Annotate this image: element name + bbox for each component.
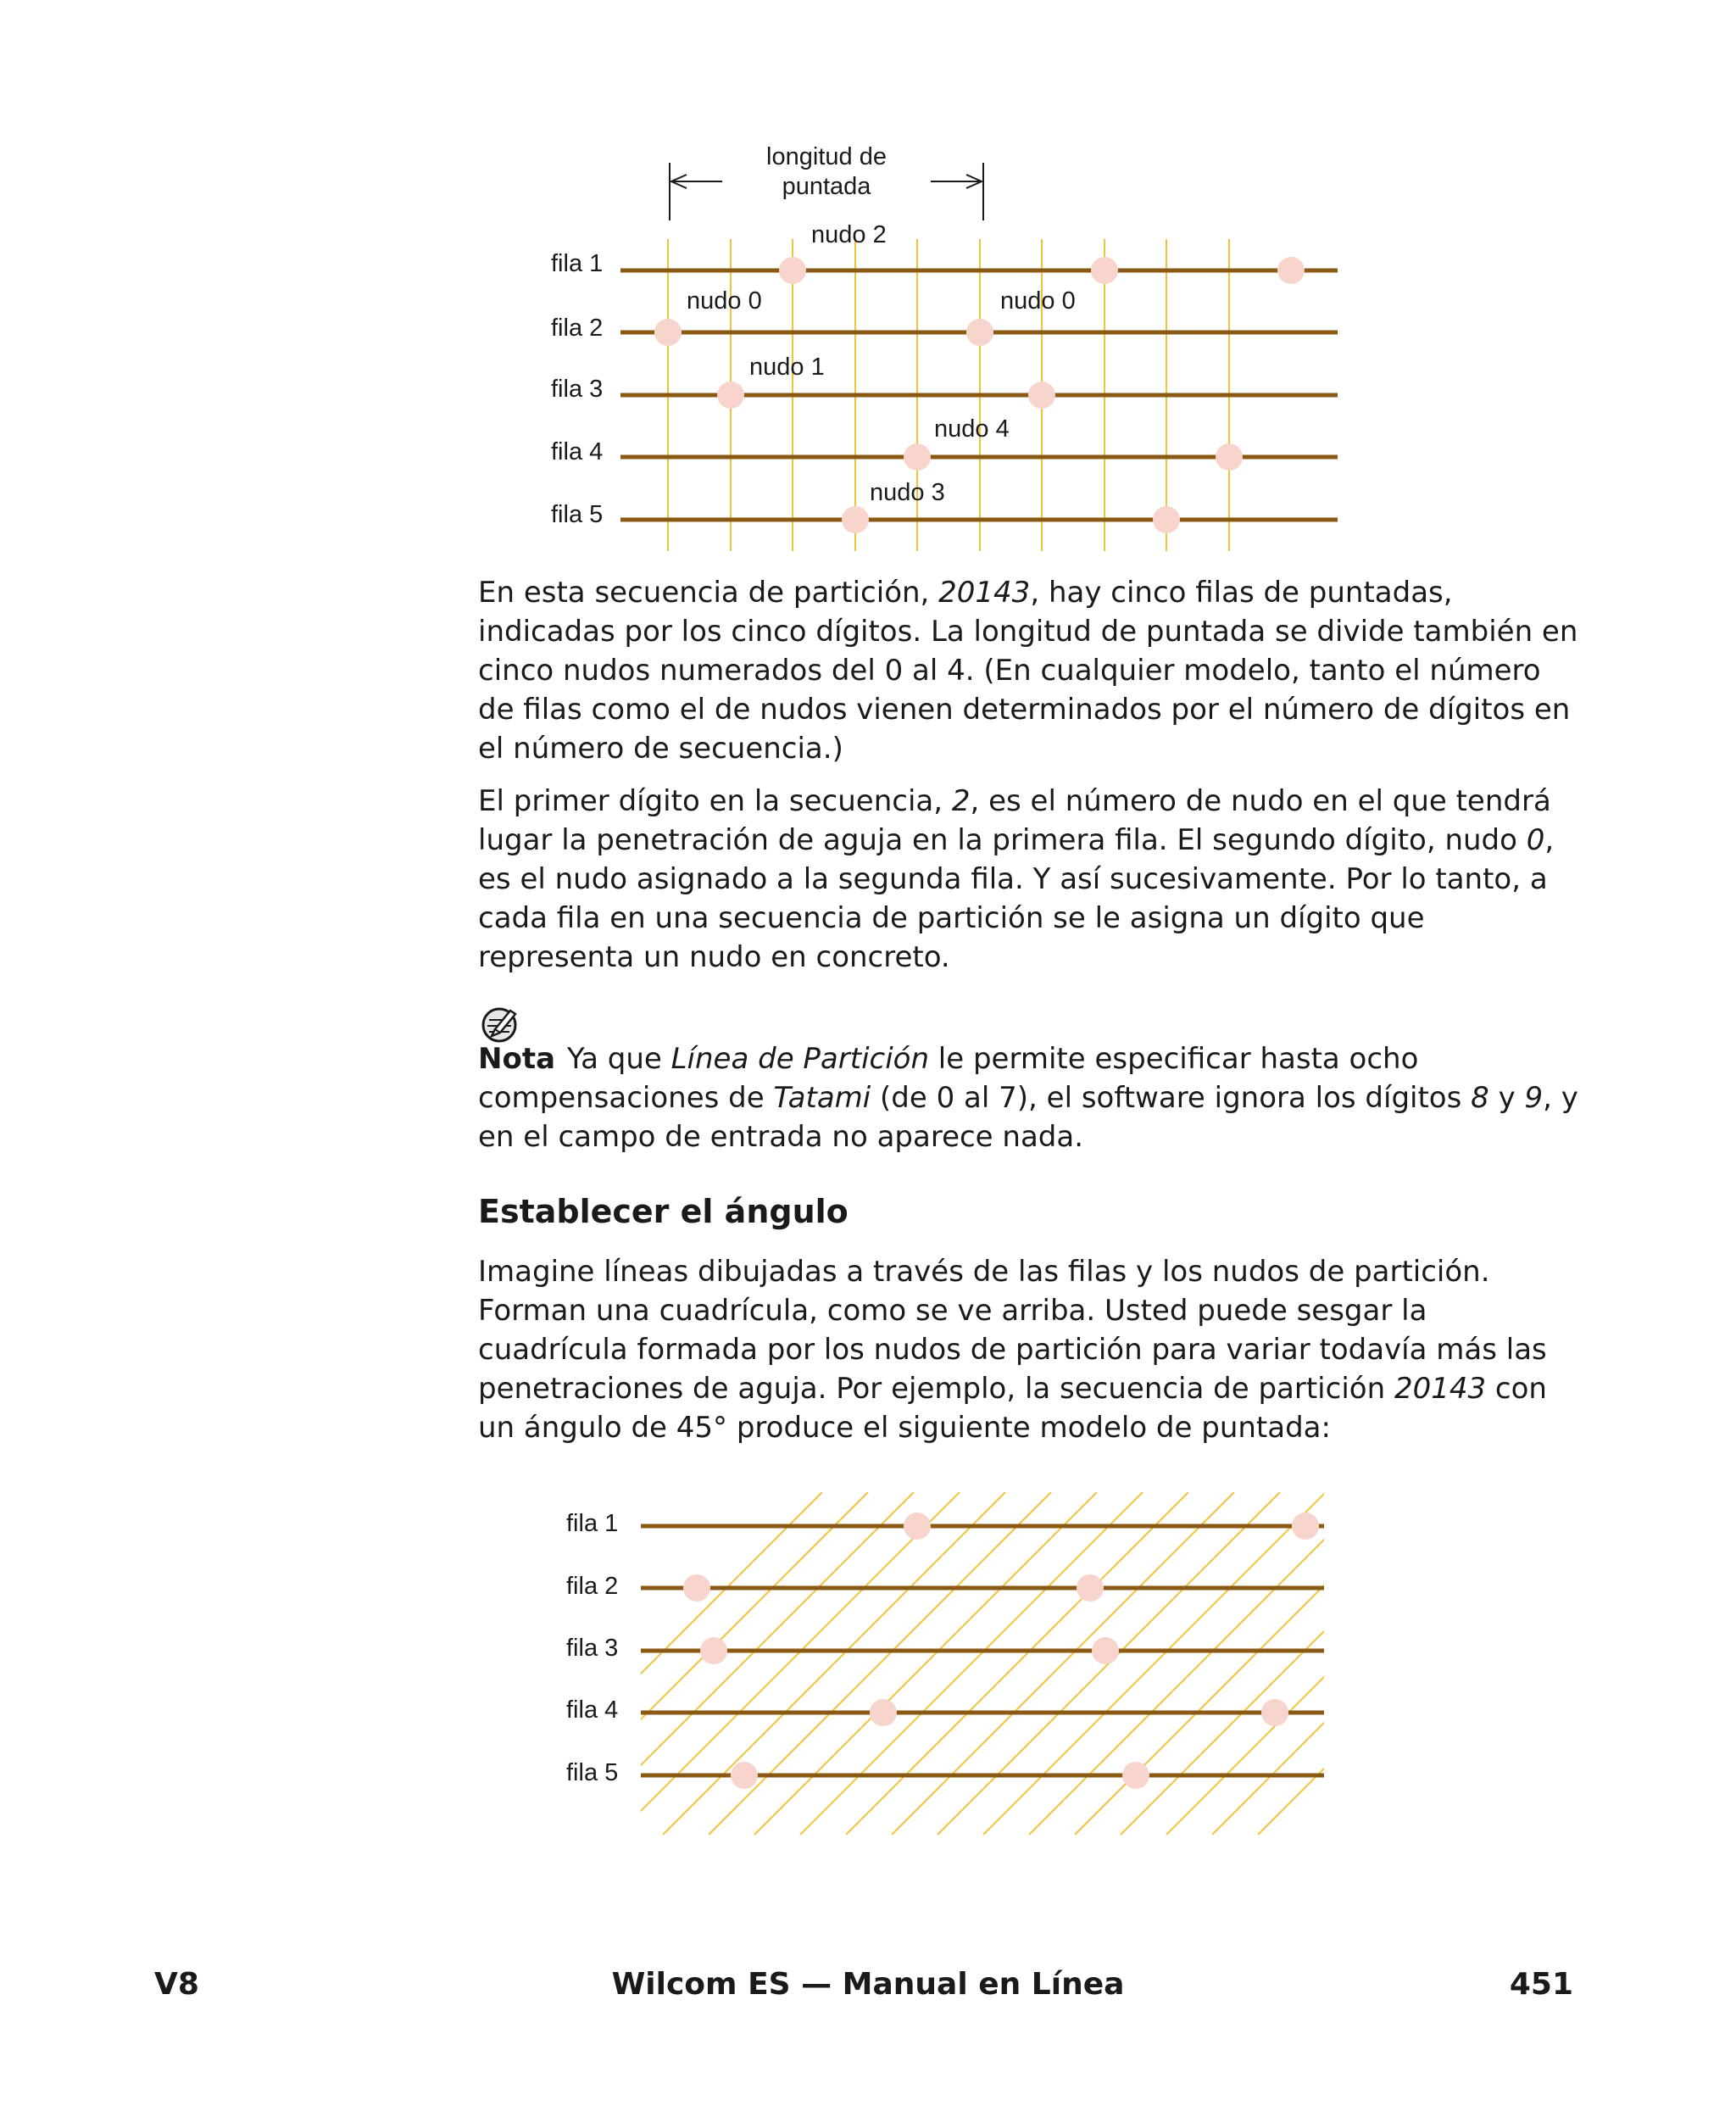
text-run: (de 0 al 7), el software ignora los dígitos [871, 1081, 1472, 1115]
text-run: Imagine líneas dibujadas a través de las filas y los nudos de partición. Forman una cuadrícula, como se ve arriba. Usted puede sesgar la cuadrícula formada por los nudos de partición para variar todavía más las penetraciones de aguja. Por ejemplo, la secuencia de partición [478, 1255, 1547, 1406]
footer-title: Wilcom ES — Manual en Línea [611, 1967, 1125, 2002]
italic-term: 9 [1524, 1081, 1544, 1115]
node-point [1153, 506, 1180, 533]
node-point [1261, 1699, 1288, 1726]
text-run: con un ángulo de 45° produce el siguiente modelo de puntada: [478, 1372, 1547, 1445]
digit: 0 [1526, 823, 1545, 857]
footer-version: V8 [154, 1967, 199, 2002]
italic-term: Línea de Partición [670, 1042, 929, 1076]
diagonal-line [1075, 1492, 1339, 1835]
skewed-grid-diagram [542, 1475, 1339, 1848]
row-label-3: fila 3 [551, 376, 604, 403]
italic-term: 8 [1471, 1081, 1489, 1115]
digit: 2 [951, 784, 971, 818]
row-label-5: fila 5 [566, 1759, 619, 1786]
node-label-nudo4: nudo 4 [934, 415, 1010, 443]
node-label-nudo0-right: nudo 0 [1000, 287, 1076, 315]
diagonal-line [1166, 1492, 1339, 1835]
diagonal-line [709, 1492, 1051, 1835]
text-run: , y en el campo de entrada no aparece nada. [478, 1081, 1578, 1154]
text-run: le permite especificar hasta ocho compensaciones de [478, 1042, 1419, 1115]
row-lines [641, 1526, 1324, 1775]
row-label-2: fila 2 [551, 315, 604, 342]
stitch-length-label-line2: puntada [782, 173, 871, 200]
diagonal-line [754, 1492, 1097, 1835]
text-run: , hay cinco filas de puntadas, indicadas por los cinco dígitos. La longitud de puntada se divide también en cinco nudos numerados del 0 al 4. (En cualquier modelo, tanto el número de filas como el de nudos vienen determinados por el número de dígitos en el número de secuencia.) [478, 576, 1578, 766]
page-footer [0, 1967, 1736, 2009]
partition-grid-diagram [526, 136, 1356, 560]
row-label-3: fila 3 [566, 1635, 619, 1662]
row-label-1: fila 1 [566, 1510, 619, 1537]
sequence-number: 20143 [1394, 1372, 1487, 1406]
diagonal-line [800, 1492, 1143, 1835]
node-point [1077, 1574, 1104, 1602]
diagonal-lines [542, 1492, 1339, 1835]
text-run: En esta secuencia de partición, [478, 576, 939, 610]
node-point [1028, 382, 1055, 409]
node-point [870, 1699, 897, 1726]
node-point [842, 506, 869, 533]
node-point [1092, 1637, 1119, 1664]
node-point [966, 319, 993, 346]
diagonal-line [892, 1492, 1234, 1835]
node-point [1216, 443, 1243, 471]
node-label-nudo0-left: nudo 0 [687, 287, 762, 315]
row-label-5: fila 5 [551, 501, 604, 528]
diagonal-line [983, 1492, 1326, 1835]
row-label-1: fila 1 [551, 250, 604, 277]
node-label-nudo3: nudo 3 [870, 479, 945, 506]
node-point [683, 1574, 710, 1602]
paragraph-3 [478, 1252, 1580, 1447]
note-label: Nota [478, 1042, 556, 1076]
row-label-4: fila 4 [551, 438, 604, 465]
node-label-nudo1: nudo 1 [749, 354, 825, 381]
sequence-number: 20143 [938, 576, 1031, 610]
note-paragraph [478, 1039, 1580, 1156]
page-number: 451 [1509, 1967, 1573, 2002]
stitch-length-label-line1: longitud de [766, 143, 887, 170]
node-point [1091, 257, 1118, 284]
paragraph-1 [478, 573, 1580, 768]
row-label-4: fila 4 [566, 1696, 619, 1724]
italic-term: Tatami [773, 1081, 871, 1115]
node-point [700, 1637, 727, 1664]
diagonal-line [617, 1492, 960, 1835]
node-point [779, 257, 806, 284]
row-label-2: fila 2 [566, 1573, 619, 1600]
node-point [1122, 1762, 1149, 1789]
text-run: , es el nudo asignado a la segunda fila. Y así sucesivamente. Por lo tanto, a cada fila en una secuencia de partición se le asigna un dígito que representa un nudo en concreto. [478, 823, 1555, 974]
text-run: y [1488, 1081, 1525, 1115]
node-point [1277, 257, 1305, 284]
node-label-nudo2: nudo 2 [811, 221, 887, 248]
diagonal-line [1258, 1492, 1339, 1835]
text-run: Ya que [567, 1042, 671, 1076]
node-point [1292, 1513, 1319, 1540]
paragraph-2 [478, 782, 1580, 977]
node-point [654, 319, 682, 346]
node-point [904, 443, 931, 471]
text-run: El primer dígito en la secuencia, [478, 784, 952, 818]
node-point [731, 1762, 758, 1789]
text-run: , es el número de nudo en el que tendrá lugar la penetración de aguja en la primera fila. El segundo dígito, nudo [478, 784, 1551, 857]
section-heading: Establecer el ángulo [478, 1193, 849, 1230]
node-point [717, 382, 744, 409]
node-point [904, 1513, 931, 1540]
